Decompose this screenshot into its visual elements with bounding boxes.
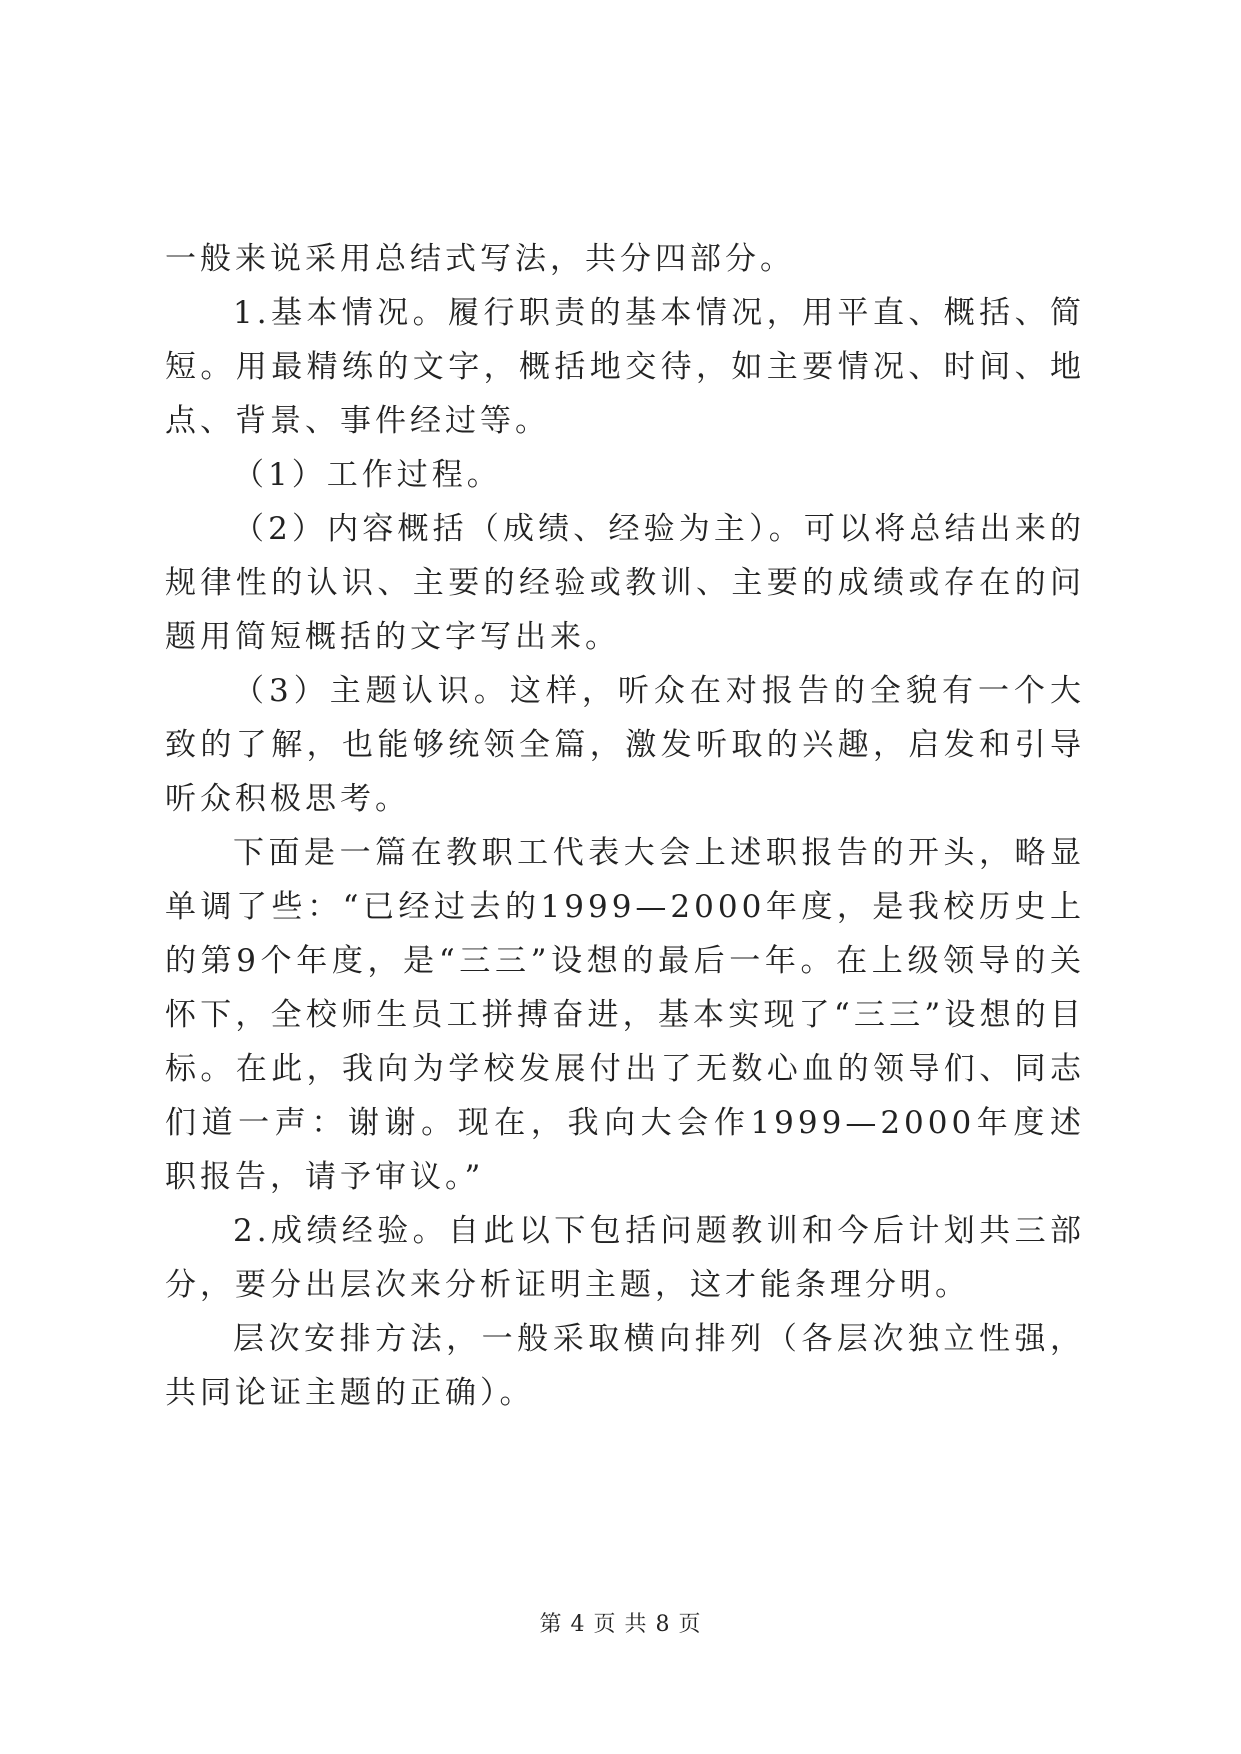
paragraph-content-summary: （2）内容概括（成绩、经验为主）。可以将总结出来的规律性的认识、主要的经验或教训、主要的成绩或存在的问题用简短概括的文字写出来。 <box>165 511 1085 655</box>
paragraph-example-opening: 下面是一篇在教职工代表大会上述职报告的开头，略显单调了些：“已经过去的1999—2000年度，是我校历史上的第9个年度，是“三三”设想的最后一年。在上级领导的关怀下，全校师生员工拼搏奋进，基本实现了“三三”设想的目标。在此，我向为学校发展付出了无数心血的领导们、同志们道一声：谢谢。现在，我向大会作1999—2000年度述职报告，请予审议。” <box>165 835 1085 1195</box>
paragraph-work-process: （1）工作过程。 <box>233 457 502 493</box>
document-body <box>165 232 1085 1420</box>
paragraph-theme-understanding: （3）主题认识。这样，听众在对报告的全貌有一个大致的了解，也能够统领全篇，激发听取的兴趣，启发和引导听众积极思考。 <box>165 673 1085 817</box>
paragraph-basic-situation: 1.基本情况。履行职责的基本情况，用平直、概括、简短。用最精练的文字，概括地交待，如主要情况、时间、地点、背景、事件经过等。 <box>165 295 1085 439</box>
paragraph-structure-method: 层次安排方法，一般采取横向排列（各层次独立性强，共同论证主题的正确）。 <box>165 1321 1085 1411</box>
paragraph-achievements: 2.成绩经验。自此以下包括问题教训和今后计划共三部分，要分出层次来分析证明主题，这才能条理分明。 <box>165 1213 1085 1303</box>
page-footer: 第 4 页 共 8 页 <box>539 1612 702 1637</box>
paragraph-intro: 一般来说采用总结式写法，共分四部分。 <box>165 241 795 277</box>
